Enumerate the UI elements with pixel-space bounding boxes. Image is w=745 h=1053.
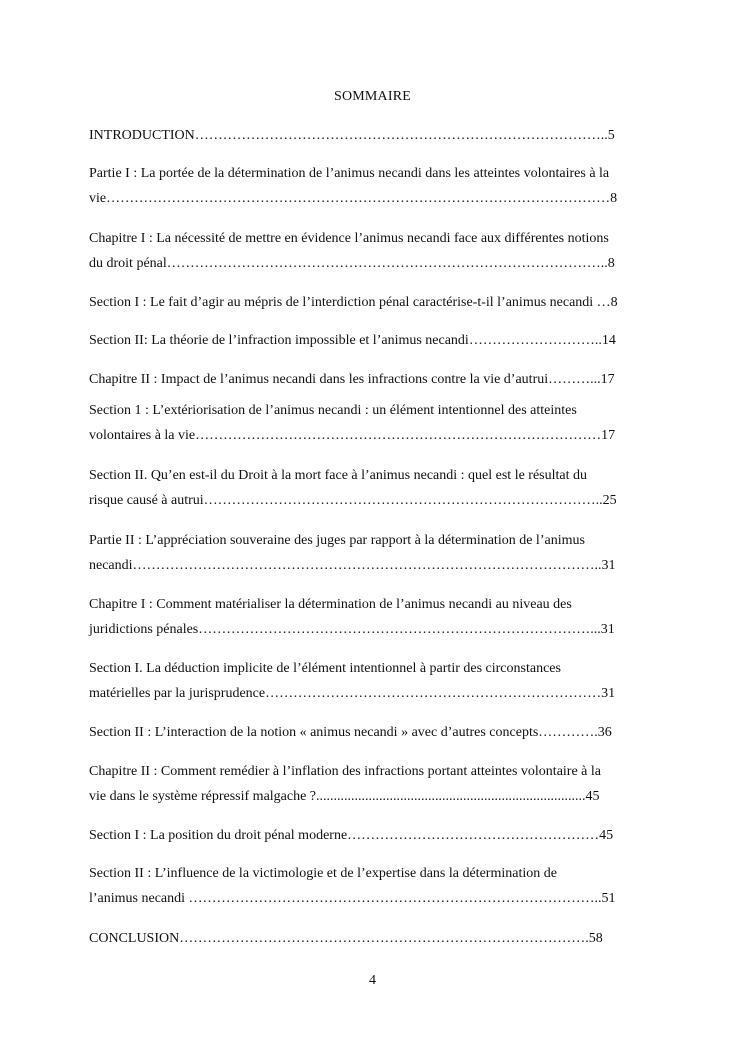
toc-entry-partie-1-chapitre-1 [89,226,659,276]
toc-entry-section-2 [89,328,659,353]
toc-entry-section-2d [89,861,659,911]
toc-line: Section I : Le fait d’agir au mépris de l’interdiction pénal caractérise-t-il l’animus necandi …8 [89,295,618,310]
toc-line: du droit pénal…………………………………………………………………………………..8 [89,256,615,271]
toc-line: Section II: La théorie de l’infraction impossible et l’animus necandi………………………..14 [89,333,616,348]
toc-line: Chapitre I : Comment matérialiser la détermination de l’animus necandi au niveau des [89,597,572,612]
toc-line: Chapitre II : Impact de l’animus necandi dans les infractions contre la vie d’autrui………...17 [89,372,615,387]
toc-entry-partie-2-chapitre-1 [89,592,659,642]
toc-entry-partie-2-chapitre-2 [89,759,659,809]
toc-line: INTRODUCTION……………………………………………………………………………..5 [89,128,615,143]
toc-entry-section-1d [89,823,659,848]
toc-line: Section II : L’influence de la victimologie et de l’expertise dans la détermination de [89,866,557,881]
toc-line: Section I. La déduction implicite de l’élément intentionnel à partir des circonstances [89,661,561,676]
toc-entry-partie-1-chapitre-2 [89,367,659,392]
toc-line: necandi………………………………………………………………………………………..31 [89,558,616,573]
toc-line: matérielles par la jurisprudence………………………………………………………………31 [89,686,616,701]
page-title: SOMMAIRE [333,89,412,104]
toc-entry-section-1c [89,656,659,706]
toc-line: Section I : La position du droit pénal moderne………………………………………………45 [89,828,614,843]
toc-line: juridictions pénales…………………………………………………………………………...31 [89,622,615,637]
toc-entry-partie-2 [89,528,659,578]
toc-line: CONCLUSION…………………………………………………………………………….58 [89,931,603,946]
toc-line: Partie I : La portée de la détermination de l’animus necandi dans les atteintes volontaires à la [89,166,610,181]
toc-entry-partie-1 [89,161,659,211]
toc-line: volontaires à la vie……………………………………………………………………………17 [89,428,616,443]
toc-line: vie dans le système répressif malgache ?.............................................................................45 [89,789,600,804]
toc-line: risque causé à autrui…………………………………………………………………………..25 [89,493,617,508]
toc-entry-section-2b [89,463,659,513]
toc-line: Section 1 : L’extériorisation de l’animus necandi : un élément intentionnel des atteintes [89,403,577,418]
toc-line: Partie II : L’appréciation souveraine des juges par rapport à la détermination de l’animus [89,533,585,548]
toc-line: Section II : L’interaction de la notion « animus necandi » avec d’autres concepts………….36 [89,725,612,740]
toc-line: Chapitre I : La nécessité de mettre en évidence l’animus necandi face aux différentes notions [89,231,609,246]
toc-entry-conclusion [89,926,659,951]
toc-line: vie………………………………………………………………………………………………8 [89,191,618,206]
toc-entry-section-1 [89,290,659,315]
toc-line: Section II. Qu’en est-il du Droit à la mort face à l’animus necandi : quel est le résultat du [89,468,588,483]
toc-entry-introduction [89,123,659,148]
toc-entry-section-1b [89,398,659,448]
toc-line: Chapitre II : Comment remédier à l’inflation des infractions portant atteintes volontaire à la [89,764,601,779]
page-number: 4 [369,973,376,988]
toc-entry-section-2c [89,720,659,745]
toc-line: l’animus necandi ……………………………………………………………………………..51 [89,891,616,906]
